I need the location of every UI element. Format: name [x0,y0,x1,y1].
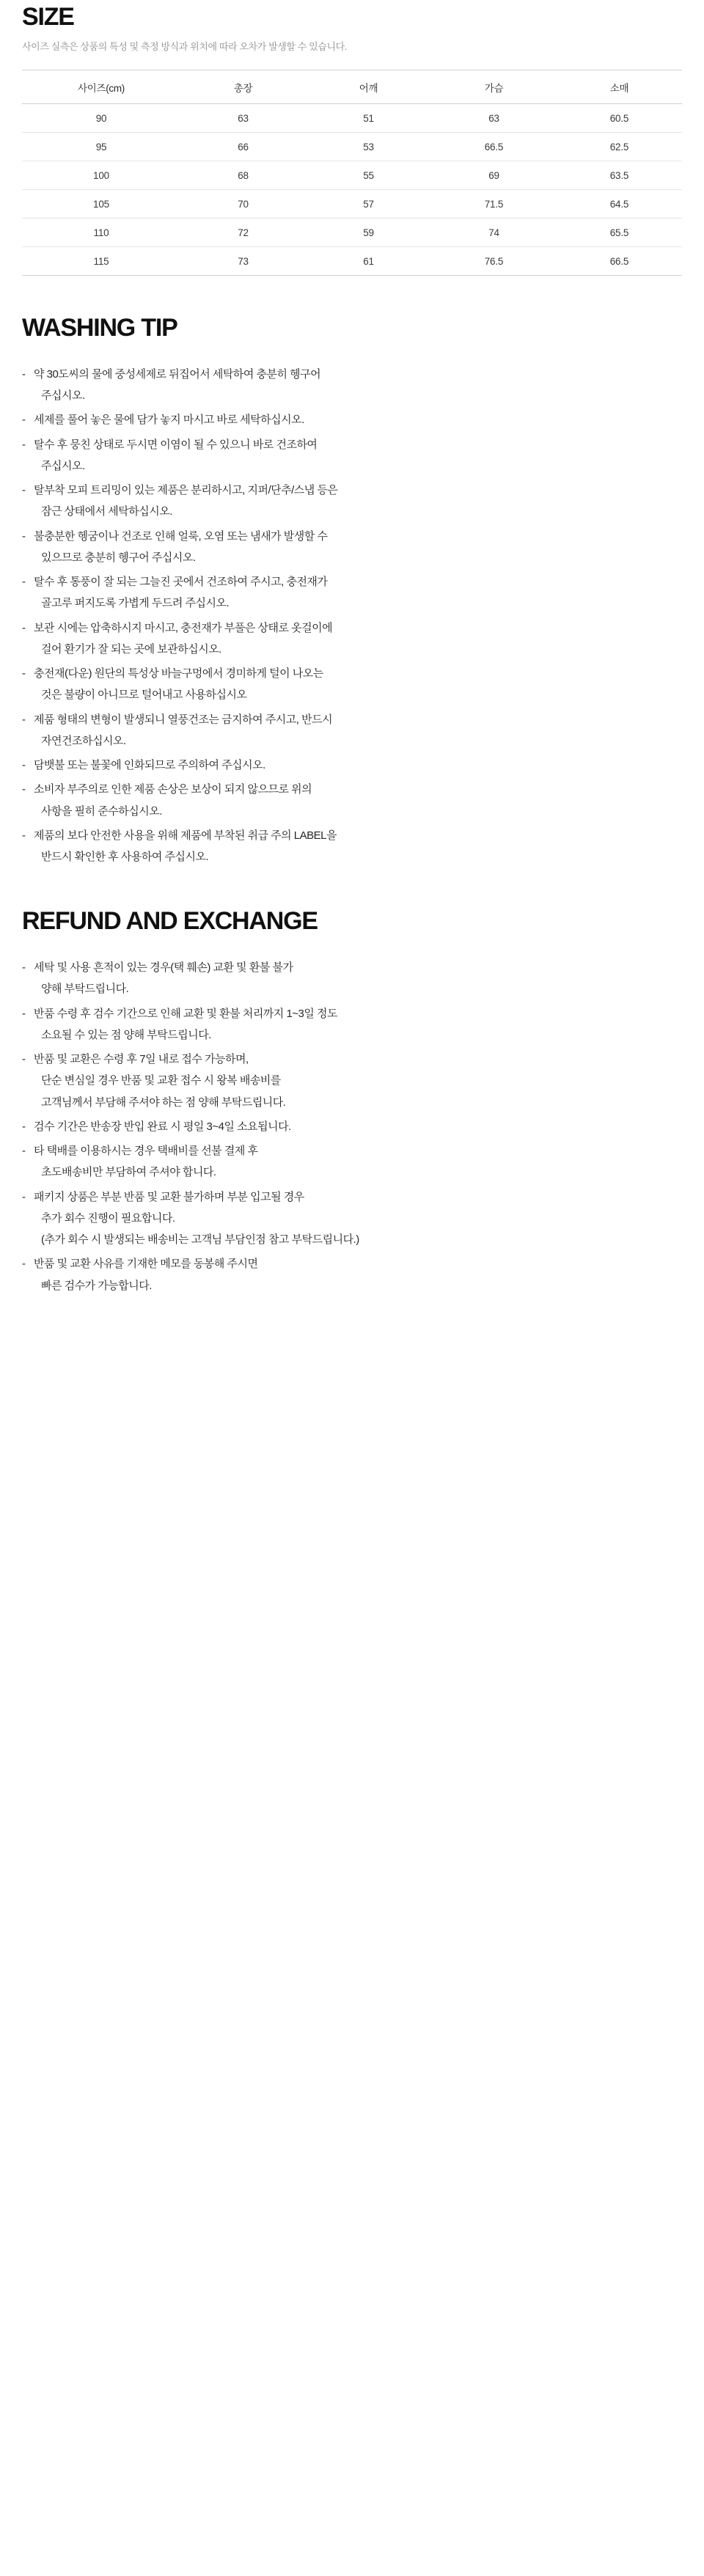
refund-exchange-heading: REFUND AND EXCHANGE [22,907,318,936]
list-item-line: 양해 부탁드립니다. [41,983,129,996]
table-row [22,190,682,219]
list-item-line: 추가 회수 진행이 필요합니다. [41,1211,175,1225]
washing-tip-list-wrapper [22,364,682,868]
list-item-line: 소요될 수 있는 점 양해 부탁드립니다. [41,1028,211,1041]
list-item-line: 제품 형태의 변형이 발생되니 열풍건조는 금지하여 주시고, 반드시 [34,713,333,726]
spacer [22,1299,682,1329]
list-item [22,825,682,868]
cell-shoulder: 53 [306,133,431,161]
bullet-dash: - [22,1120,26,1133]
cell-shoulder: 51 [306,104,431,133]
table-row [22,219,682,247]
bullet-dash: - [22,414,26,427]
bullet-dash: - [22,829,26,842]
cell-chest: 63 [431,104,557,133]
list-item [22,1186,682,1251]
bullet-dash: - [22,667,26,680]
cell-size: 95 [22,133,180,161]
cell-chest: 71.5 [431,190,557,219]
list-item-line: 골고루 퍼지도록 가볍게 두드려 주십시오. [41,597,230,610]
col-header-shoulder: 어깨 [306,70,431,104]
list-item [22,1003,682,1046]
list-item [22,526,682,569]
col-header-size: 사이즈(cm) [22,70,180,104]
cell-length: 72 [180,219,306,247]
size-table [22,70,682,276]
cell-sleeve: 62.5 [557,133,682,161]
bullet-dash: - [22,484,26,497]
bullet-dash: - [22,1053,26,1066]
cell-size: 90 [22,104,180,133]
cell-chest: 69 [431,161,557,190]
table-row [22,161,682,190]
bullet-dash: - [22,1007,26,1020]
list-item-line: 빠른 검수가 가능합니다. [41,1279,152,1292]
spacer [22,870,682,909]
bullet-dash: - [22,1190,26,1203]
list-item-line: 걸어 환기가 잘 되는 곳에 보관하십시오. [41,642,221,656]
list-item-line: 사항을 필히 준수하십시오. [41,804,162,818]
cell-length: 68 [180,161,306,190]
bullet-dash: - [22,529,26,543]
cell-sleeve: 63.5 [557,161,682,190]
cell-sleeve: 64.5 [557,190,682,219]
bullet-dash: - [22,621,26,634]
cell-size: 100 [22,161,180,190]
list-item-line: 제품의 보다 안전한 사용을 위해 제품에 부착된 취급 주의 LABEL을 [34,829,337,842]
list-item [22,364,682,407]
list-item-line: 탈부착 모피 트리밍이 있는 제품은 분리하시고, 지퍼/단추/스냅 등은 [34,484,338,497]
list-item-line: 잠근 상태에서 세탁하십시오. [41,505,172,518]
cell-size: 110 [22,219,180,247]
table-row [22,133,682,161]
washing-tip-list [22,364,682,868]
list-item-line: 반드시 확인한 후 사용하여 주십시오. [41,851,209,864]
list-item [22,663,682,706]
table-header-row [22,70,682,104]
washing-tip-section [22,315,682,867]
cell-sleeve: 66.5 [557,247,682,276]
list-item-line: 보관 시에는 압축하시지 마시고, 충전재가 부풀은 상태로 옷걸이에 [34,621,333,634]
bullet-dash: - [22,961,26,975]
cell-length: 66 [180,133,306,161]
cell-sleeve: 65.5 [557,219,682,247]
list-item [22,779,682,822]
cell-size: 115 [22,247,180,276]
table-row [22,104,682,133]
refund-exchange-section [22,909,682,1296]
list-item-line: 것은 불량이 아니므로 털어내고 사용하십시오 [41,689,247,702]
list-item-line: 소비자 부주의로 인한 제품 손상은 보상이 되지 않으므로 위의 [34,783,312,796]
list-item-line: 주십시오. [41,389,85,403]
list-item-line: 세탁 및 사용 흔적이 있는 경우(택 훼손) 교환 및 환불 불가 [34,961,293,975]
cell-chest: 74 [431,219,557,247]
list-item [22,434,682,477]
list-item-line: 단순 변심일 경우 반품 및 교환 접수 시 왕복 배송비를 [41,1074,281,1087]
bullet-dash: - [22,783,26,796]
bullet-dash: - [22,367,26,381]
list-item [22,957,682,1000]
list-item-line: 탈수 후 통풍이 잘 되는 그늘진 곳에서 건조하여 주시고, 충전재가 [34,576,328,589]
cell-shoulder: 61 [306,247,431,276]
cell-size: 105 [22,190,180,219]
list-item-line: 패키지 상품은 부분 반품 및 교환 불가하며 부분 입고될 경우 [34,1190,304,1203]
list-item-line: 타 택배를 이용하시는 경우 택배비를 선불 결제 후 [34,1145,258,1158]
cell-length: 73 [180,247,306,276]
cell-shoulder: 57 [306,190,431,219]
list-item-line: (추가 회수 시 발생되는 배송비는 고객님 부담인점 참고 부탁드립니다.) [41,1233,359,1247]
size-section [22,0,682,276]
cell-shoulder: 59 [306,219,431,247]
washing-tip-heading: WASHING TIP [22,314,177,342]
bullet-dash: - [22,1145,26,1158]
list-item-line: 담뱃불 또는 불꽃에 인화되므로 주의하여 주십시오. [34,759,265,772]
cell-length: 70 [180,190,306,219]
bullet-dash: - [22,576,26,589]
cell-chest: 66.5 [431,133,557,161]
list-item-line: 약 30도씨의 물에 중성세제로 뒤집어서 세탁하여 충분히 헹구어 [34,367,321,381]
list-item [22,571,682,614]
list-item-line: 고객님께서 부담해 주셔야 하는 점 양해 부탁드립니다. [41,1096,286,1109]
col-header-length: 총장 [180,70,306,104]
list-item [22,617,682,661]
list-item-line: 세제를 풀어 놓은 물에 담가 놓지 마시고 바로 세탁하십시오. [34,414,304,427]
bullet-dash: - [22,759,26,772]
list-item-line: 반품 및 교환 사유를 기재한 메모를 동봉해 주시면 [34,1258,258,1271]
spacer [22,276,682,315]
cell-shoulder: 55 [306,161,431,190]
list-item [22,1140,682,1184]
list-item [22,480,682,523]
refund-list [22,957,682,1296]
cell-chest: 76.5 [431,247,557,276]
refund-list-wrapper [22,957,682,1296]
list-item [22,755,682,776]
list-item-line: 자연건조하십시오. [41,734,126,747]
list-item [22,1116,682,1137]
cell-length: 63 [180,104,306,133]
list-item [22,709,682,752]
list-item [22,1253,682,1296]
list-item [22,1049,682,1113]
list-item [22,409,682,430]
size-heading: SIZE [22,3,74,31]
list-item-line: 있으므로 충분히 헹구어 주십시오. [41,551,196,564]
list-item-line: 초도배송비만 부담하여 주셔야 합니다. [41,1166,216,1179]
bullet-dash: - [22,438,26,451]
list-item-line: 불충분한 헹굼이나 건조로 인해 얼룩, 오염 또는 냄새가 발생할 수 [34,529,328,543]
table-row [22,247,682,276]
cell-sleeve: 60.5 [557,104,682,133]
list-item-line: 검수 기간은 반송장 반입 완료 시 평일 3~4일 소요됩니다. [34,1120,291,1133]
size-note: 사이즈 실측은 상품의 특성 및 측정 방식과 위치에 따라 오차가 발생할 수 있습니다. [22,40,347,52]
list-item-line: 충전재(다운) 원단의 특성상 바늘구멍에서 경미하게 털이 나오는 [34,667,323,680]
bullet-dash: - [22,713,26,726]
col-header-chest: 가슴 [431,70,557,104]
list-item-line: 주십시오. [41,459,85,472]
list-item-line: 반품 및 교환은 수령 후 7일 내로 접수 가능하며, [34,1053,249,1066]
list-item-line: 반품 수령 후 검수 기간으로 인해 교환 및 환불 처리까지 1~3일 정도 [34,1007,338,1020]
size-table-wrapper [22,70,682,276]
list-item-line: 탈수 후 뭉친 상태로 두시면 이염이 될 수 있으니 바로 건조하여 [34,438,318,451]
col-header-sleeve: 소매 [557,70,682,104]
bullet-dash: - [22,1258,26,1271]
